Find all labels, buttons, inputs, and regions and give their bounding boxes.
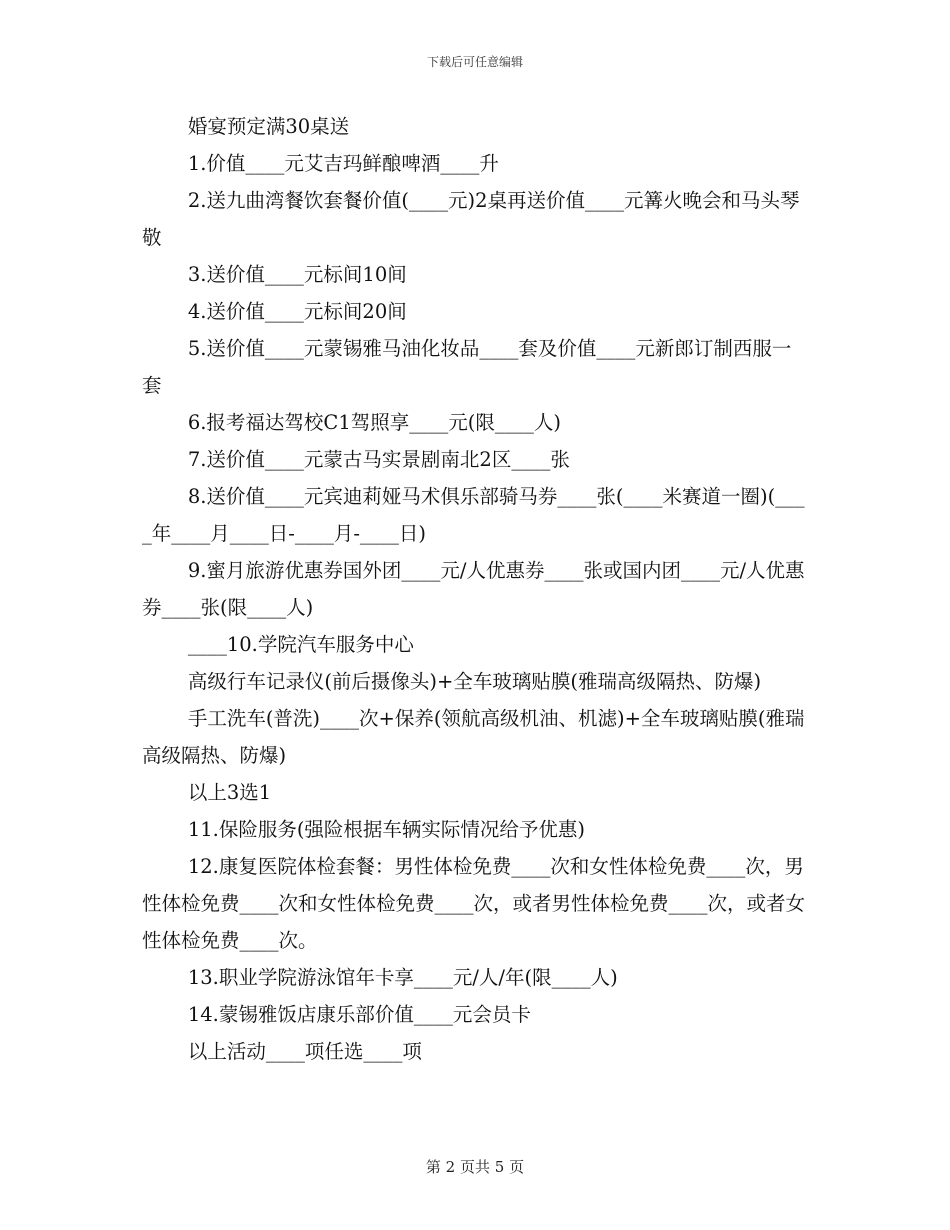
paragraph-item-10: ____10.学院汽车服务中心 (187, 633, 414, 656)
paragraph-option-a: 高级行车记录仪(前后摄像头)+全车玻璃贴膜(雅瑞高级隔热、防爆) (187, 670, 762, 693)
paragraph-item-12: 12.康复医院体检套餐：男性体检免费____次和女性体检免费____次，男性体检免费____次和女性体检免费____次，或者男性体检免费____次，或者女性体检免费____次。 (142, 855, 806, 952)
paragraph-item-1: 1.价值____元艾吉玛鲜酿啤酒____升 (187, 152, 499, 175)
paragraph-item-13: 13.职业学院游泳馆年卡享____元/人/年(限____人) (187, 966, 618, 989)
paragraph-item-7: 7.送价值____元蒙古马实景剧南北2区____张 (187, 448, 570, 471)
paragraph-item-14: 14.蒙锡雅饭店康乐部价值____元会员卡 (187, 1003, 531, 1026)
paragraph-item-5: 5.送价值____元蒙锡雅马油化妆品____套及价值____元新郎订制西服一套 (142, 337, 792, 397)
paragraph-item-11: 11.保险服务(强险根据车辆实际情况给予优惠) (187, 818, 586, 841)
page-header: 下载后可任意编辑 (426, 55, 523, 69)
paragraph-item-2: 2.送九曲湾餐饮套餐价值(____元)2桌再送价值____元篝火晚会和马头琴敬 (142, 189, 800, 249)
document-body (142, 108, 810, 1070)
paragraph-item-4: 4.送价值____元标间20间 (187, 300, 407, 323)
paragraph-item-3: 3.送价值____元标间10间 (187, 263, 407, 286)
paragraph-summary: 以上活动____项任选____项 (187, 1040, 422, 1063)
paragraph-item-9: 9.蜜月旅游优惠券国外团____元/人优惠券____张或国内团____元/人优惠券____张(限____人) (142, 559, 805, 619)
page-number: 第 2 页共 5 页 (425, 1158, 525, 1176)
paragraph-choose-note: 以上3选1 (187, 781, 272, 804)
paragraph-title: 婚宴预定满30桌送 (187, 115, 350, 138)
paragraph-item-8: 8.送价值____元宾迪莉娅马术俱乐部骑马券____张(____米赛道一圈)(____年____月____日-____月-____日) (142, 485, 805, 545)
paragraph-option-b: 手工洗车(普洗)____次+保养(领航高级机油、机滤)+全车玻璃贴膜(雅瑞高级隔热、防爆) (142, 707, 805, 767)
paragraph-item-6: 6.报考福达驾校C1驾照享____元(限____人) (187, 411, 561, 434)
